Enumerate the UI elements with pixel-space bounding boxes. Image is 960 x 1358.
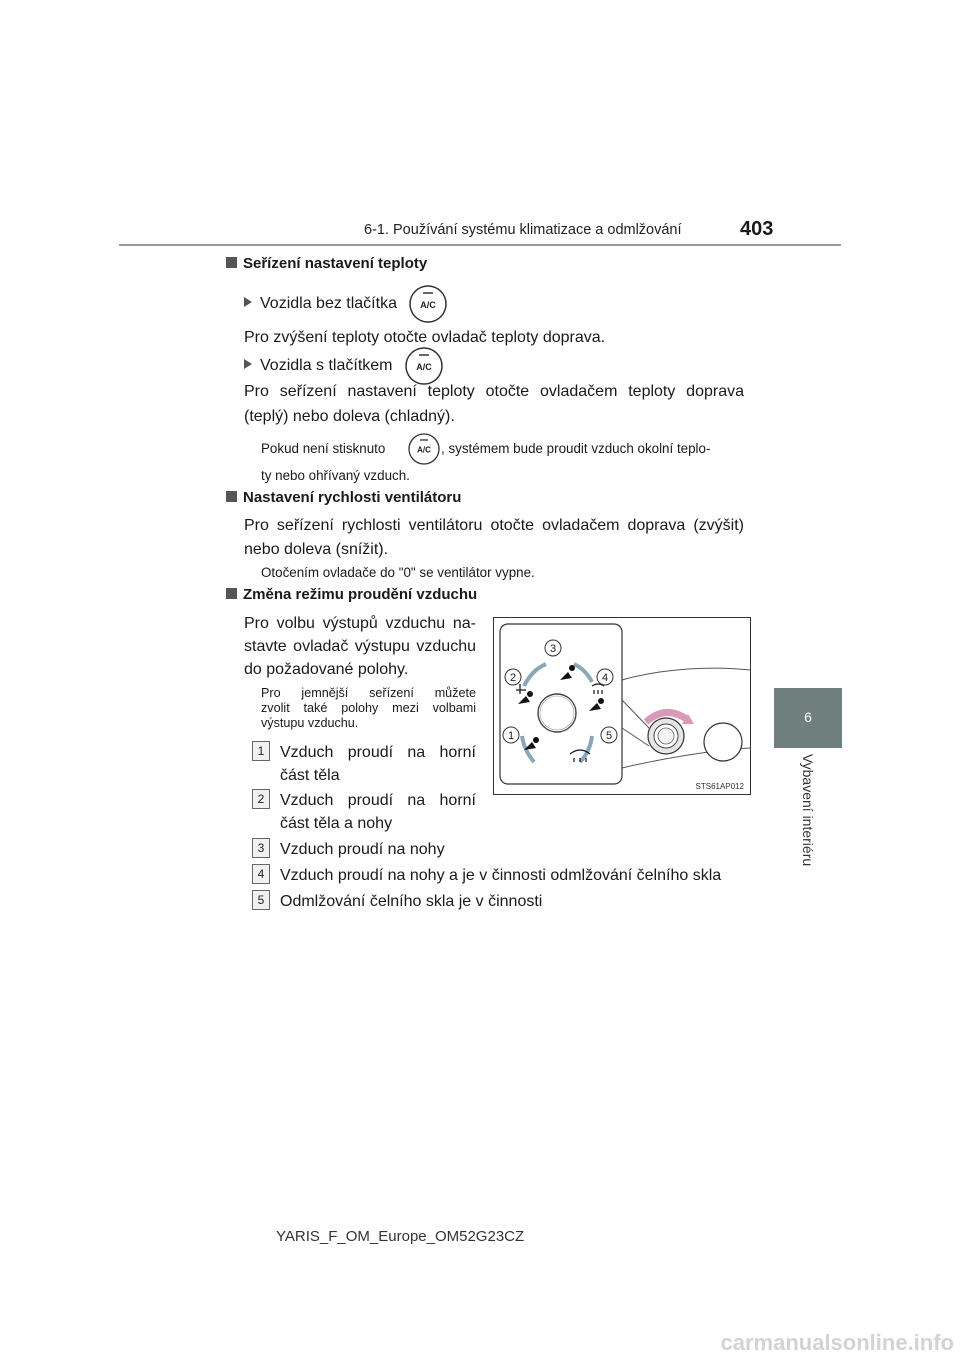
chapter-tab-label: Vybavení interiéru <box>800 753 816 867</box>
airflow-note-line3: výstupu vzduchu. <box>261 716 359 730</box>
callout-4: 4 <box>601 672 609 684</box>
chapter-tab-number: 6 <box>804 709 812 725</box>
section-title-airflow <box>226 586 477 603</box>
note-ac-part1: Pokud není stisknuto <box>261 441 386 456</box>
list-item <box>252 838 270 858</box>
section-title-text: Seřízení nastavení teploty <box>243 255 428 272</box>
ac-button-icon <box>408 433 440 465</box>
item-number: 4 <box>252 864 270 884</box>
section-title-text: Nastavení rychlosti ventilátoru <box>243 489 462 506</box>
triangle-bullet-icon <box>244 359 252 369</box>
page-number: 403 <box>740 218 774 240</box>
note-ac-line2: ty nebo ohřívaný vzduch. <box>261 468 410 483</box>
ac-icon-text: A/C <box>420 300 436 310</box>
list-item <box>252 789 270 809</box>
square-bullet-icon <box>226 257 237 268</box>
header-divider <box>119 244 841 246</box>
fan-text-line2: nebo doleva (snížit). <box>244 541 389 558</box>
item-4-text: Vzduch proudí na nohy a je v činnosti odmlžování čelního skla <box>280 867 722 884</box>
airflow-intro-line2: stavte ovladač výstupu vzduchu <box>244 638 476 655</box>
item-2-line2: část těla a nohy <box>280 815 393 832</box>
ac-icon-text: A/C <box>417 445 431 455</box>
item-3-text: Vzduch proudí na nohy <box>280 841 445 858</box>
variant-without-ac <box>244 295 397 313</box>
square-bullet-icon <box>226 491 237 502</box>
triangle-bullet-icon <box>244 297 252 307</box>
watermark: carmanualsonline.info <box>720 1330 954 1355</box>
variant-label: Vozidla s tlačítkem <box>260 357 393 374</box>
chapter-title: 6-1. Používání systému klimatizace a odmlžování <box>364 222 682 238</box>
section-title-fan <box>226 489 461 506</box>
ac-icon-text: A/C <box>416 362 432 372</box>
fan-note: Otočením ovladače do "0" se ventilátor vypne. <box>261 565 535 580</box>
text-without-ac: Pro zvýšení teploty otočte ovladač teploty doprava. <box>244 329 606 346</box>
airflow-note-line1: Pro jemnější seřízení můžete <box>261 686 476 700</box>
airflow-dial-illustration <box>494 618 750 794</box>
variant-with-ac <box>244 357 393 375</box>
fan-text-line1: Pro seřízení rychlosti ventilátoru otočte ovladačem doprava (zvýšit) <box>244 517 744 534</box>
item-2-line1: Vzduch proudí na horní <box>280 792 476 809</box>
airflow-intro-line1: Pro volbu výstupů vzduchu na- <box>244 615 476 632</box>
airflow-mode-figure <box>493 617 751 795</box>
item-number: 2 <box>252 789 270 809</box>
callout-2: 2 <box>509 672 517 684</box>
note-ac-part2: , systémem bude proudit vzduch okolní teplo- <box>441 441 711 456</box>
callout-3: 3 <box>549 643 557 655</box>
section-title-text: Změna režimu proudění vzduchu <box>243 586 478 603</box>
document-id: YARIS_F_OM_Europe_OM52G23CZ <box>276 1228 525 1245</box>
item-number: 5 <box>252 890 270 910</box>
callout-5: 5 <box>605 730 613 742</box>
item-1-line1: Vzduch proudí na horní <box>280 744 476 761</box>
airflow-intro-line3: do požadované polohy. <box>244 661 409 678</box>
callout-1: 1 <box>507 730 515 742</box>
item-number: 3 <box>252 838 270 858</box>
square-bullet-icon <box>226 588 237 599</box>
variant-label: Vozidla bez tlačítka <box>260 295 397 312</box>
list-item <box>252 890 270 910</box>
item-number: 1 <box>252 741 270 761</box>
figure-code: STS61AP012 <box>695 782 744 791</box>
ac-button-icon <box>409 285 447 323</box>
section-title-temperature <box>226 255 427 272</box>
item-5-text: Odmlžování čelního skla je v činnosti <box>280 893 543 910</box>
list-item <box>252 741 270 761</box>
text-with-ac-line1: Pro seřízení nastavení teploty otočte ovladačem teploty doprava <box>244 383 744 400</box>
list-item <box>252 864 270 884</box>
airflow-note-line2: zvolit také polohy mezi volbami <box>261 701 476 715</box>
text-with-ac-line2: (teplý) nebo doleva (chladný). <box>244 408 455 425</box>
item-1-line2: část těla <box>280 767 340 784</box>
